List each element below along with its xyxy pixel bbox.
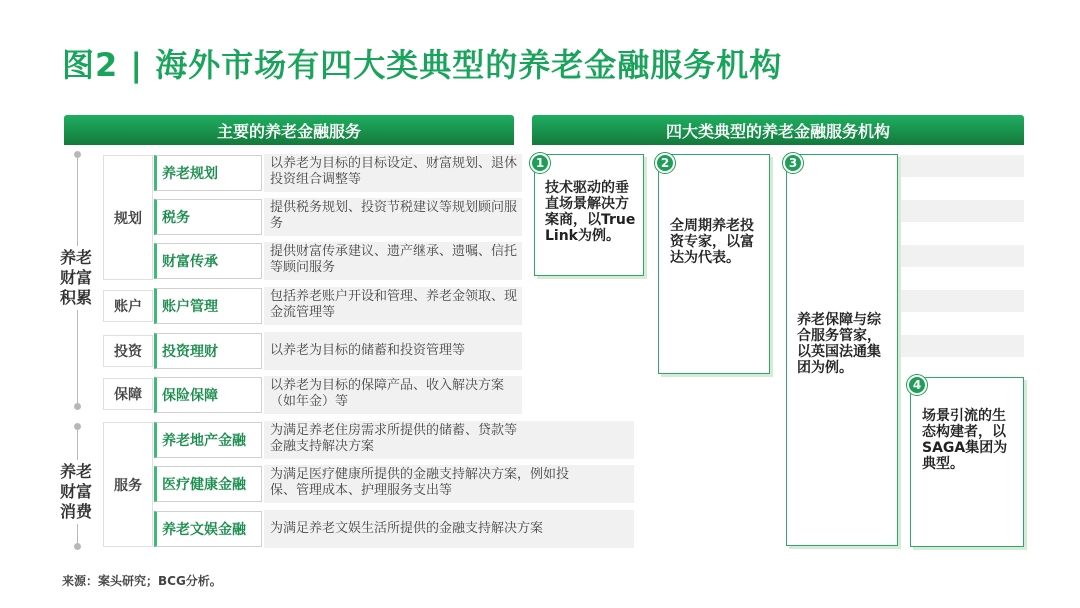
group-dot	[74, 543, 81, 550]
service-description: 为满足养老文娱生活所提供的金融支持解决方案	[270, 521, 544, 536]
category-insurance: 保障	[103, 378, 153, 410]
group-dot	[74, 403, 81, 410]
service-investment: 投资理财	[154, 333, 262, 369]
group-label-accumulation	[60, 246, 92, 310]
service-description: 为满足养老住房需求所提供的储蓄、贷款等金融支持解决方案	[270, 423, 518, 454]
institution-badge-3: 3	[783, 153, 803, 173]
category-planning: 规划	[103, 155, 153, 280]
row-stripe	[900, 290, 1024, 312]
category-service: 服务	[103, 422, 153, 547]
category-account: 账户	[103, 290, 153, 322]
row-stripe	[900, 245, 1024, 267]
right-header: 四大类典型的养老金融服务机构	[532, 115, 1024, 145]
service-insurance: 保险保障	[154, 377, 262, 413]
institution-text-4: 场景引流的生态构建者，以SAGA集团为典型。	[922, 408, 1008, 472]
service-description: 提供税务规划、投资节税建议等规划顾问服务	[270, 200, 518, 231]
institution-text-1: 技术驱动的垂直场景解决方案商，以True Link为例。	[545, 180, 636, 244]
institution-badge-4: 4	[907, 375, 927, 395]
service-tax: 税务	[154, 199, 262, 235]
service-leisure-finance: 养老文娱金融	[154, 511, 262, 547]
group-label-text: 养老 财富 消费	[60, 462, 93, 521]
source-note: 来源：案头研究；BCG分析。	[62, 574, 222, 588]
service-description: 以养老为目标的储蓄和投资管理等	[270, 343, 466, 358]
institution-text-2: 全周期养老投资专家，以富达为代表。	[670, 218, 754, 266]
row-stripe	[900, 200, 1024, 222]
row-stripe	[900, 155, 1024, 177]
left-header: 主要的养老金融服务	[64, 115, 514, 145]
service-description: 以养老为目标的保障产品、收入解决方案（如年金）等	[270, 378, 505, 409]
group-label-consumption	[60, 460, 92, 524]
service-healthcare-finance: 医疗健康金融	[154, 466, 262, 502]
institution-text-3: 养老保障与综合服务管家，以英国法通集团为例。	[797, 312, 881, 376]
service-description: 为满足医疗健康所提供的金融支持解决方案，例如投保、管理成本、护理服务支出等	[270, 467, 570, 498]
service-description: 提供财富传承建议、遗产继承、遗嘱、信托等顾问服务	[270, 244, 518, 275]
page-title: 图2 | 海外市场有四大类典型的养老金融服务机构	[62, 46, 783, 84]
service-description: 以养老为目标的目标设定、财富规划、退休投资组合调整等	[270, 156, 518, 187]
service-account-management: 账户管理	[154, 288, 262, 324]
group-label-text: 养老 财富 积累	[60, 248, 93, 307]
service-wealth-inheritance: 财富传承	[154, 243, 262, 279]
group-dot	[74, 423, 81, 430]
service-retirement-planning: 养老规划	[154, 155, 262, 191]
service-description: 包括养老账户开设和管理、养老金领取、现金流管理等	[270, 289, 518, 320]
category-investment: 投资	[103, 335, 153, 367]
institution-badge-2: 2	[655, 153, 675, 173]
institution-badge-1: 1	[530, 153, 550, 173]
row-stripe	[900, 335, 1024, 357]
service-real-estate-finance: 养老地产金融	[154, 422, 262, 458]
group-dot	[74, 151, 81, 158]
